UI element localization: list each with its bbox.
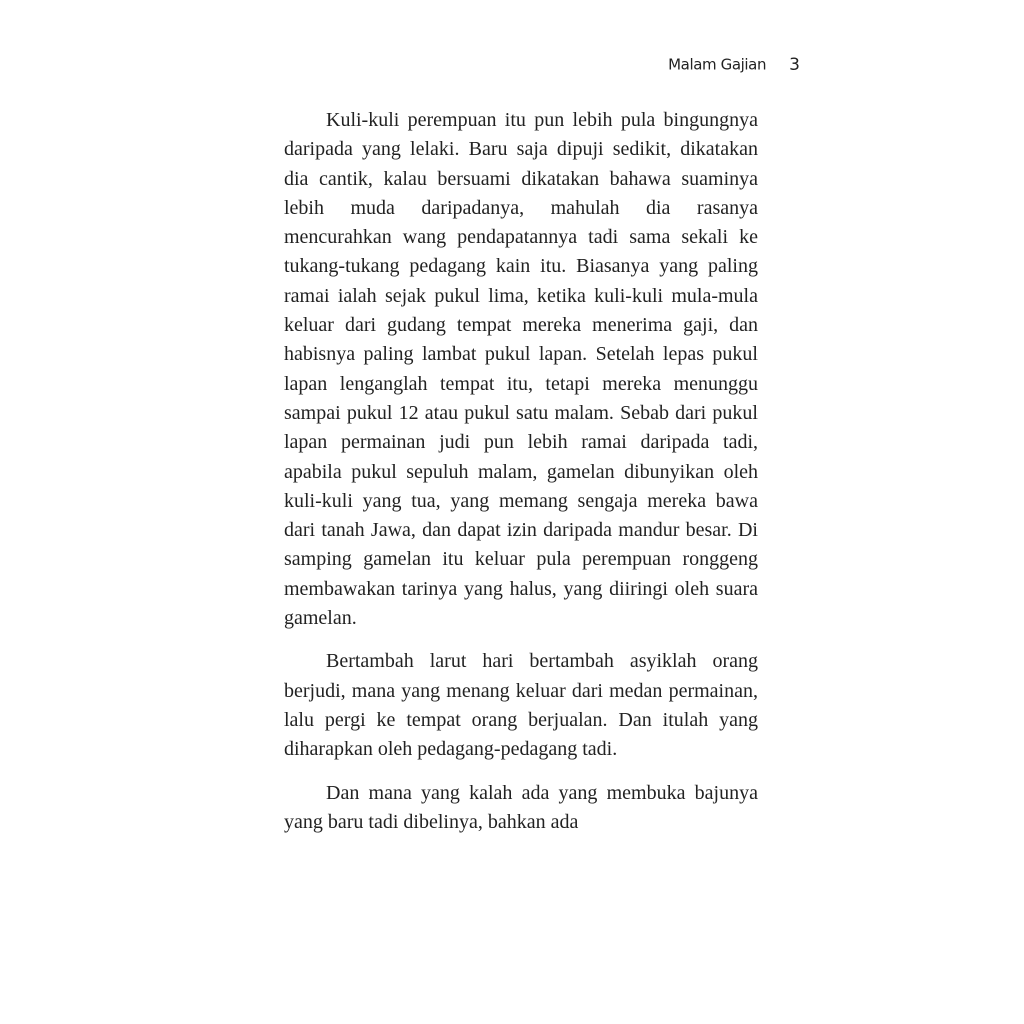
paragraph-3: Dan mana yang kalah ada yang membuka bajunya yang baru tadi dibelinya, bahkan ada [284,781,758,833]
paragraph-2: Bertambah larut hari bertambah asyiklah orang berjudi, mana yang menang keluar dari medan permainan, lalu pergi ke tempat orang berjualan. Dan itulah yang diharapkan oleh pedagang-pedagang tadi. [284,650,758,761]
page-number: 3 [789,54,800,75]
body-text [284,106,758,851]
paragraph-1: Kuli-kuli perempuan itu pun lebih pula bingungnya daripada yang lelaki. Baru saja dipuji sedikit, dikatakan dia cantik, kalau bersuami dikatakan bahawa suaminya lebih muda daripadanya, mahulah dia rasanya mencurahkan wang pendapatannya tadi sama sekali ke tukang-tukang pedagang kain itu. Biasanya yang paling ramai ialah sejak pukul lima, ketika kuli-kuli mula-mula keluar dari gudang tempat mereka menerima gaji, dan habisnya paling lambat pukul lapan. Setelah lepas pukul lapan lenganglah tempat itu, tetapi mereka menunggu sampai pukul 12 atau pukul satu malam. Sebab dari pukul lapan permainan judi pun lebih ramai daripada tadi, apabila pukul sepuluh malam, gamelan dibunyikan oleh kuli-kuli yang tua, yang memang sengaja mereka bawa dari tanah Jawa, dan dapat izin daripada mandur besar. Di samping gamelan itu keluar pula perempuan ronggeng membawakan tarinya yang halus, yang diiringi oleh suara gamelan. [284,109,758,630]
running-head [560,54,800,75]
running-title: Malam Gajian [668,55,767,74]
